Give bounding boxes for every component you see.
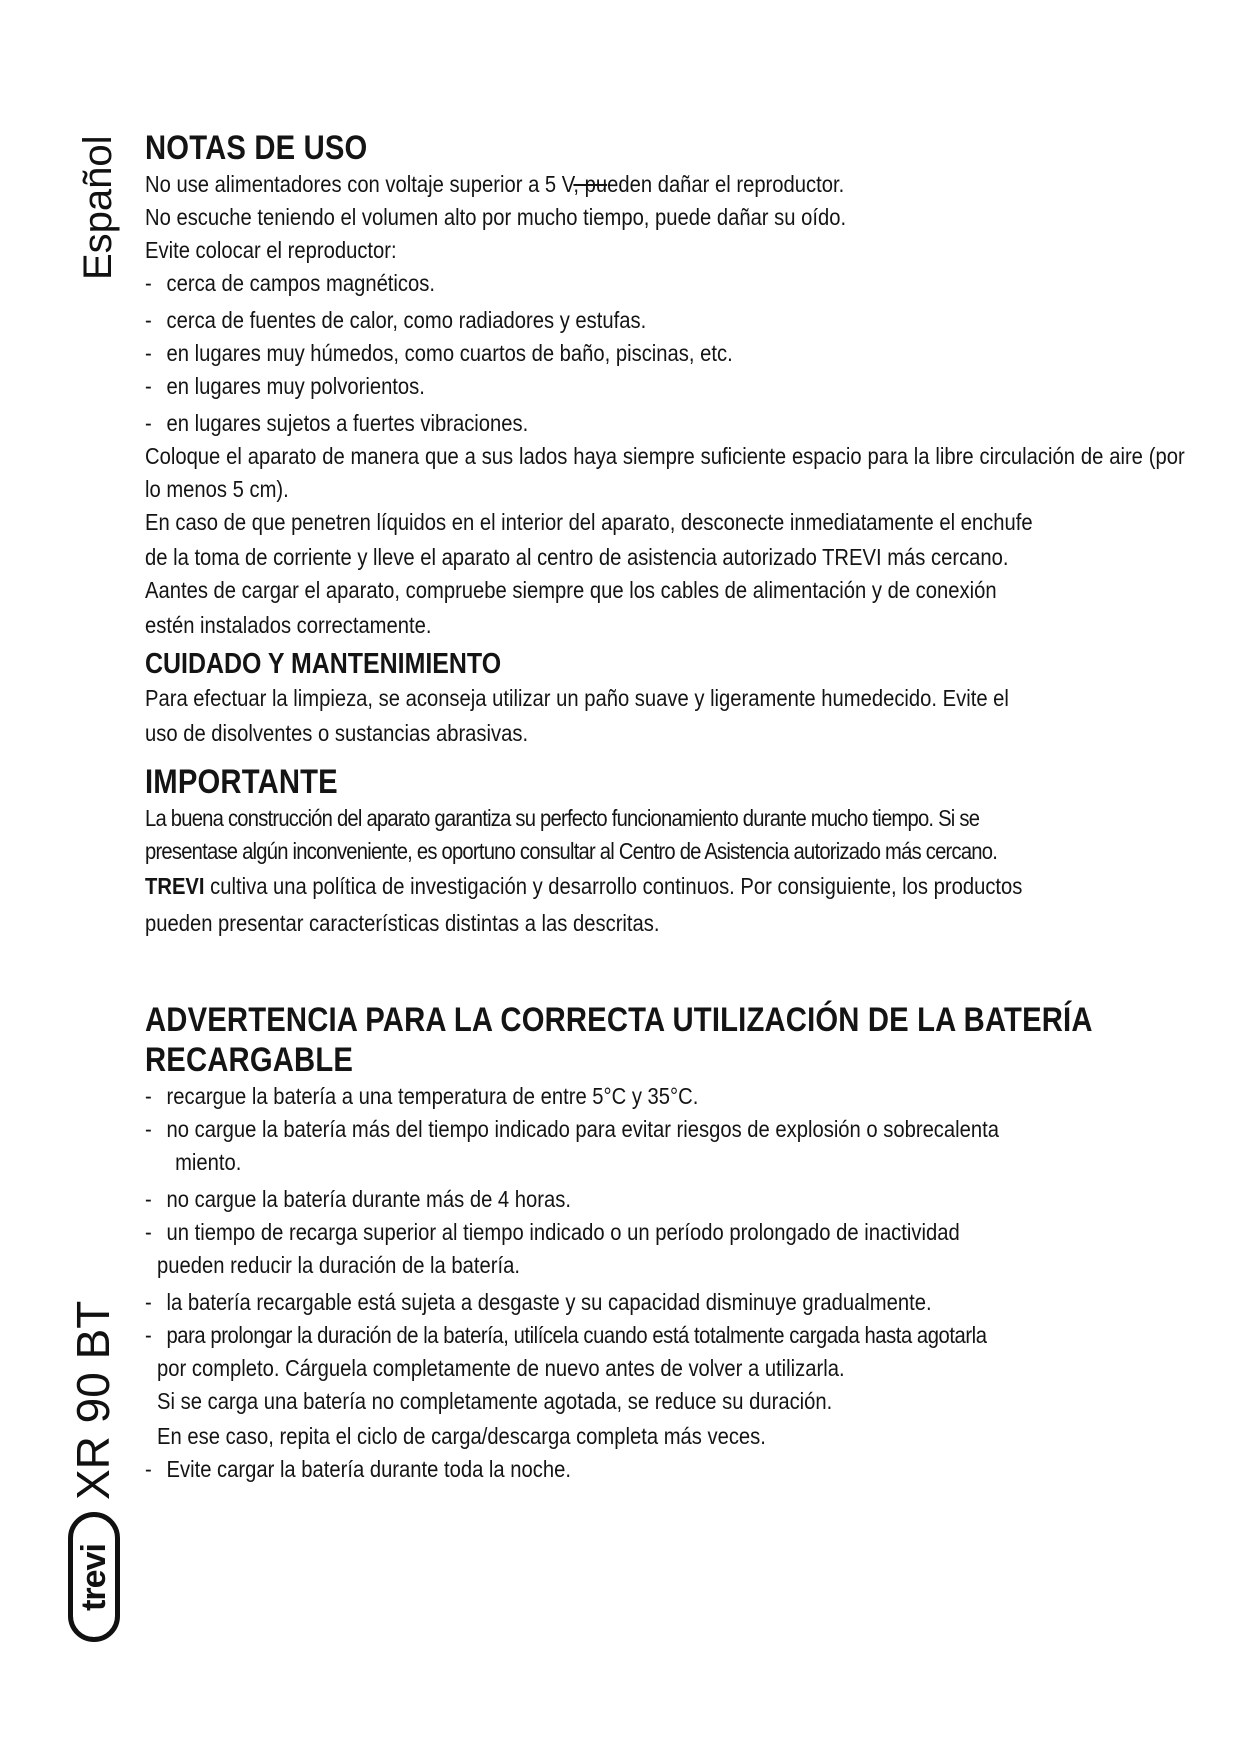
paragraph: presentase algún inconveniente, es oportuno consultar al Centro de Asistencia autorizado más cercano. (145, 838, 998, 864)
paragraph: estén instalados correctamente. (145, 612, 432, 638)
paragraph (145, 168, 1185, 201)
list-item: - Evite cargar la batería durante toda la noche. (145, 1456, 571, 1482)
list-item: - en lugares sujetos a fuertes vibraciones. (145, 410, 529, 436)
list-item: - la batería recargable está sujeta a desgaste y su capacidad disminuye gradualmente. (145, 1289, 932, 1315)
struck-text: , pu (573, 171, 608, 197)
side-language-label: Español (76, 135, 120, 280)
paragraph: En caso de que penetren líquidos en el interior del aparato, desconecte inmediatamente el enchufe (145, 509, 1033, 535)
paragraph: No escuche teniendo el volumen alto por mucho tiempo, puede dañar su oído. (145, 204, 847, 230)
brand-name: TREVI (145, 873, 205, 899)
list-item-continuation: por completo. Cárguela completamente de nuevo antes de volver a utilizarla. (157, 1355, 845, 1381)
document-body (145, 128, 1185, 1486)
list-item-continuation: En ese caso, repita el ciclo de carga/descarga completa más veces. (157, 1423, 766, 1449)
list-item: - no cargue la batería más del tiempo indicado para evitar riesgos de explosión o sobrecalenta (145, 1116, 999, 1142)
list-item: - en lugares muy húmedos, como cuartos de baño, piscinas, etc. (145, 340, 733, 366)
section-title: RECARGABLE (145, 1041, 354, 1079)
paragraph: La buena construcción del aparato garantiza su perfecto funcionamiento durante mucho tiempo. Si se (145, 805, 980, 831)
text: No use alimentadores con voltaje superior a 5 V (145, 171, 574, 197)
list-item: - recargue la batería a una temperatura de entre 5°C y 35°C. (145, 1083, 699, 1109)
paragraph: Aantes de cargar el aparato, compruebe siempre que los cables de alimentación y de conexión (145, 577, 997, 603)
paragraph: de la toma de corriente y lleve el aparato al centro de asistencia autorizado TREVI más cercano. (145, 544, 1009, 570)
list-item: - cerca de campos magnéticos. (145, 270, 435, 296)
section-title: CUIDADO Y MANTENIMIENTO (145, 648, 502, 680)
list-item: - no cargue la batería durante más de 4 horas. (145, 1186, 571, 1212)
section-notas-de-uso (145, 128, 1185, 642)
section-cuidado (145, 646, 1185, 750)
text: cultiva una política de investigación y desarrollo continuos. Por consiguiente, los productos (204, 873, 1023, 899)
list-item: - un tiempo de recarga superior al tiempo indicado o un período prolongado de inactividad (145, 1219, 960, 1245)
list-item: - en lugares muy polvorientos. (145, 373, 425, 399)
section-title: NOTAS DE USO (145, 129, 368, 167)
section-advertencia (145, 1000, 1185, 1486)
section-title: ADVERTENCIA PARA LA CORRECTA UTILIZACIÓN DE LA BATERÍA (145, 1001, 1093, 1039)
trevi-logo-text: trevi (74, 1543, 113, 1611)
text: eden dañar el reproductor. (607, 171, 845, 197)
paragraph: Coloque el aparato de manera que a sus lados haya siempre suficiente espacio para la libre circulación de aire (por lo menos 5 cm). (145, 443, 1185, 502)
section-title: IMPORTANTE (145, 763, 338, 801)
list-item: - cerca de fuentes de calor, como radiadores y estufas. (145, 307, 647, 333)
paragraph (145, 870, 1185, 903)
paragraph: pueden presentar características distintas a las descritas. (145, 910, 660, 936)
list-item-continuation: Si se carga una batería no completamente agotada, se reduce su duración. (157, 1388, 833, 1414)
list-item: - para prolongar la duración de la batería, utilícela cuando está totalmente cargada hasta agotarla (145, 1322, 987, 1348)
section-importante (145, 762, 1185, 940)
paragraph: uso de disolventes o sustancias abrasivas. (145, 720, 529, 746)
list-item-continuation: pueden reducir la duración de la batería. (157, 1252, 520, 1278)
trevi-logo (68, 1512, 120, 1642)
list-item-continuation: miento. (175, 1149, 242, 1175)
paragraph: Para efectuar la limpieza, se aconseja utilizar un paño suave y ligeramente humedecido. Evite el (145, 685, 1009, 711)
side-model-label: XR 90 BT (67, 1300, 119, 1500)
paragraph: Evite colocar el reproductor: (145, 237, 397, 263)
